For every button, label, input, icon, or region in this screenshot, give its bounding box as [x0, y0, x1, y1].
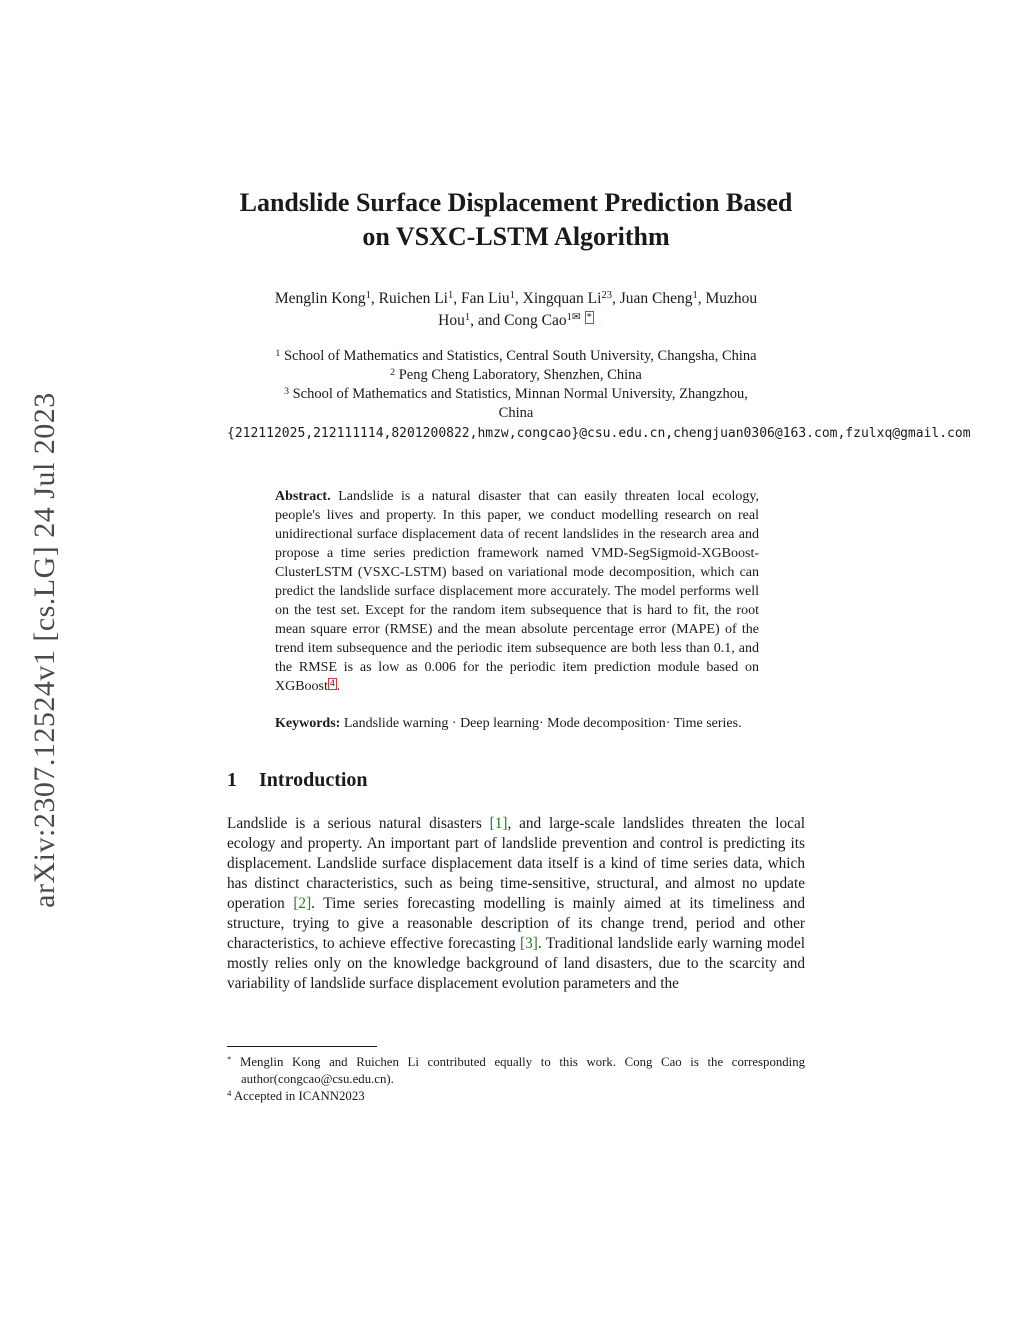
text-segment: , Muzhou: [697, 290, 758, 307]
footnote-accepted-icann: [227, 1088, 805, 1105]
affiliation-3-continued: [227, 404, 805, 423]
affiliation-3: [227, 385, 805, 404]
paper-title: [227, 186, 805, 254]
text-segment: Keywords:: [275, 716, 341, 731]
text-segment: 1: [447, 290, 454, 302]
text-segment: 1: [692, 290, 698, 302]
text-segment: Peng Cheng Laboratory, Shenzhen, China: [395, 367, 642, 383]
author-list: [227, 288, 805, 332]
text-segment: , Juan Cheng: [611, 290, 693, 307]
text-segment: 1: [464, 312, 471, 324]
text-segment: , Fan Liu: [453, 290, 510, 307]
affiliation-2: [227, 366, 805, 385]
text-segment: Accepted in ICANN2023: [231, 1089, 365, 1103]
paper-title-line2: on VSXC-LSTM Algorithm: [362, 222, 670, 251]
text-segment: *: [227, 1054, 232, 1065]
text-segment: School of Mathematics and Statistics, Central South University, Changsha, China: [280, 348, 757, 364]
section-title: Introduction: [259, 769, 368, 791]
author-line-2: [227, 310, 805, 332]
text-segment: Abstract.: [275, 489, 331, 504]
footnote-area: [227, 1046, 805, 1105]
text-segment: China: [498, 405, 534, 421]
text-segment: Landslide warning · Deep learning· Mode decomposition· Time series.: [340, 716, 742, 731]
citation-link[interactable]: [3]: [520, 935, 538, 952]
section-number: 1: [227, 769, 237, 791]
keywords: [275, 714, 759, 733]
text-segment: Menglin Kong: [274, 290, 366, 307]
text-segment: 1: [275, 347, 281, 359]
text-segment: , and large-scale landslides threaten the local ecology and property. An important part of landslide prevention and control is predicting its displacement. Landslide surface displacement data itself is a kind of time series data, which has distinct characteristics, such as being time-sensitive, structural, and almost no update operation: [227, 815, 806, 912]
text-segment: 1: [509, 290, 515, 302]
text-segment: Landslide is a natural disaster that can easily threaten local ecology, people's lives and property. In this paper, we conduct modelling research on real unidirectional surface displacement data of recent landslides in the research area and propose a time series prediction framework named VMD-SegSigmoid-XGBoost-ClusterLSTM (VSXC-LSTM) based on variational mode decomposition, which can predict the landslide surface displacement more accurately. The model performs well on the test set. Except for the random item subsequence that is hard to fit, the root mean square error (RMSE) and the mean absolute percentage error (MAPE) of the trend item subsequence and the periodic item subsequence are both less than 0.1, and the RMSE is as low as 0.006 for the periodic item prediction module based on XGBoost: [275, 489, 759, 694]
text-segment: Hou: [438, 312, 465, 329]
text-segment: , Ruichen Li: [370, 290, 448, 307]
author-line-1: [227, 288, 805, 310]
text-segment: 4: [227, 1088, 232, 1099]
text-segment: 23: [601, 290, 612, 302]
affiliation-1: [227, 347, 805, 366]
footnote-equal-contribution: [227, 1054, 805, 1088]
arxiv-watermark: arXiv:2307.12524v1 [cs.LG] 24 Jul 2023: [28, 392, 61, 908]
footnote-ref-link[interactable]: 4: [329, 678, 335, 689]
author-emails[interactable]: {212112025,212111114,8201200822,hmzw,congcao}@csu.edu.cn,chengjuan0306@163.com,fzulxq@gmail.com: [227, 426, 971, 441]
abstract: [275, 487, 759, 696]
text-segment: [581, 312, 585, 329]
citation-link[interactable]: [2]: [293, 895, 312, 912]
text-segment: , and Cong Cao: [470, 312, 567, 329]
text-segment: .: [336, 679, 341, 694]
introduction-paragraph: [227, 814, 805, 994]
section-heading-introduction: [227, 769, 805, 792]
citation-link[interactable]: [1]: [489, 815, 508, 832]
footnote-ref-link[interactable]: *: [586, 312, 592, 324]
text-segment: , Xingquan Li: [514, 290, 602, 307]
text-segment: Menglin Kong and Ruichen Li contributed equally to this work. Cong Cao is the corresponding author(congcao@csu.edu.cn).: [231, 1055, 805, 1086]
text-segment: . Traditional landslide early warning model mostly relies only on the knowledge background of land disasters, due to the scarcity and variability of landslide surface displacement evolution parameters and the: [227, 935, 805, 992]
footnote-divider: [227, 1046, 377, 1047]
paper-title-line1: Landslide Surface Displacement Prediction Based: [239, 188, 793, 217]
affiliations: [227, 347, 805, 423]
text-segment: 2: [390, 366, 396, 378]
text-segment: 1✉: [566, 312, 581, 324]
text-segment: . Time series forecasting modelling is mainly aimed at its timeliness and structure, trying to give a reasonable description of its change trend, period and other characteristics, to achieve effective forecasting: [227, 895, 805, 952]
text-segment: 3: [284, 385, 289, 397]
text-segment: School of Mathematics and Statistics, Minnan Normal University, Zhangzhou,: [288, 386, 748, 402]
text-segment: Landslide is a serious natural disasters: [227, 815, 490, 832]
paper-content: [227, 186, 971, 1009]
text-segment: 1: [365, 290, 371, 302]
